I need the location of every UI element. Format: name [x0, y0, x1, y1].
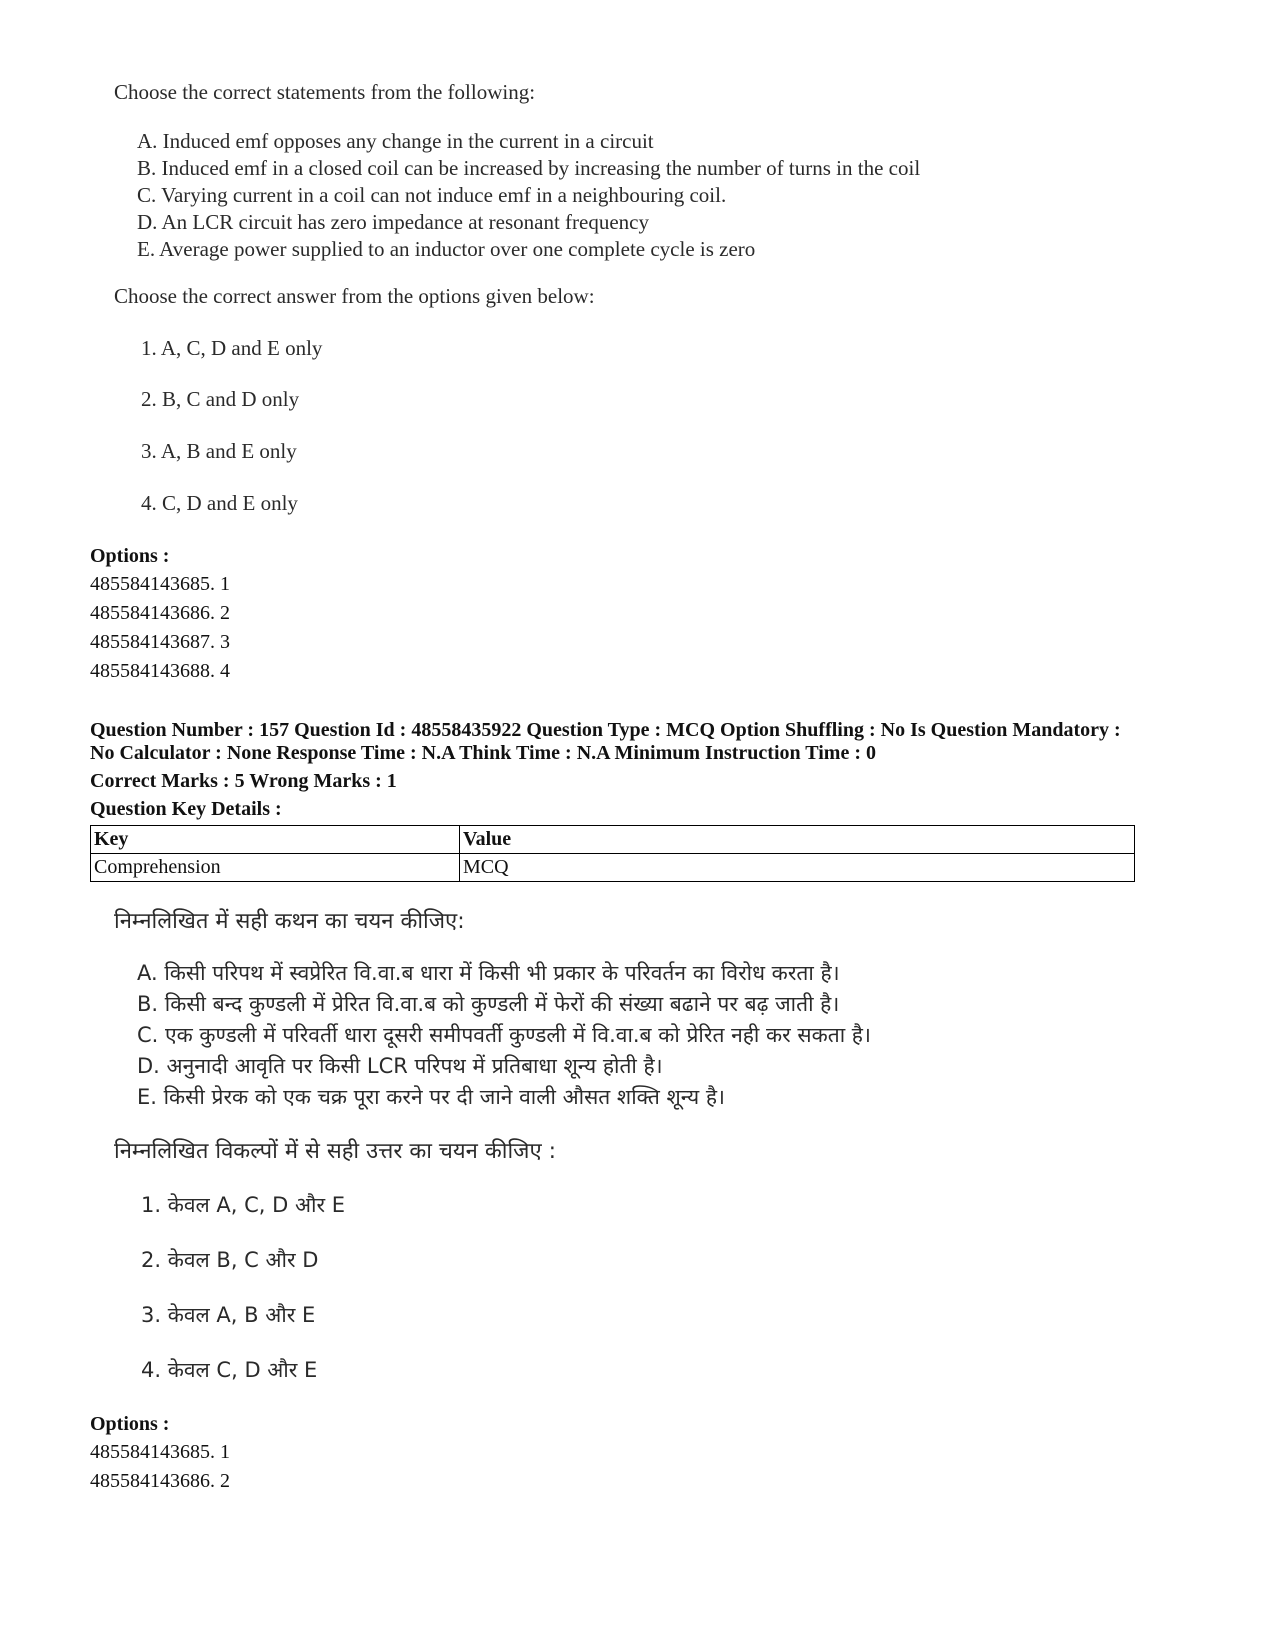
table-header-value: Value	[460, 826, 1135, 854]
option-item: 485584143687. 3	[90, 631, 230, 653]
question-meta-line-1: Question Number : 157 Question Id : 48558435922 Question Type : MCQ Option Shuffling : No Is Question Mandatory :	[90, 719, 1121, 741]
hindi-statement-b: B. किसी बन्द कुण्डली में प्रेरित वि.वा.ब को कुण्डली में फेरों की संख्या बढाने पर बढ़ जाती है।	[137, 992, 840, 1016]
hindi-statement-a: A. किसी परिपथ में स्वप्रेरित वि.वा.ब धारा में किसी भी प्रकार के परिवर्तन का विरोध करता है।	[137, 961, 840, 985]
options-heading: Options :	[90, 1413, 170, 1435]
hindi-answer-prompt: निम्नलिखित विकल्पों में से सही उत्तर का चयन कीजिए :	[114, 1139, 557, 1164]
english-statement-c: C. Varying current in a coil can not induce emf in a neighbouring coil.	[137, 183, 727, 207]
question-key-details-heading: Question Key Details :	[90, 798, 282, 820]
english-statement-list	[137, 128, 920, 263]
table-header-row	[91, 826, 1135, 854]
hindi-answer-3: 3. केवल A, B और E	[141, 1303, 316, 1327]
table-cell-key: Comprehension	[91, 854, 460, 882]
question-marks: Correct Marks : 5 Wrong Marks : 1	[90, 770, 397, 792]
question-meta-line-2: No Calculator : None Response Time : N.A Think Time : N.A Minimum Instruction Time : 0	[90, 742, 876, 764]
option-item: 485584143688. 4	[90, 660, 230, 682]
english-statement-b: B. Induced emf in a closed coil can be increased by increasing the number of turns in the coil	[137, 156, 921, 180]
english-answer-1: 1. A, C, D and E only	[141, 336, 323, 360]
english-statement-d: D. An LCR circuit has zero impedance at resonant frequency	[137, 210, 649, 234]
hindi-answer-4: 4. केवल C, D और E	[141, 1358, 318, 1382]
hindi-question-intro: निम्नलिखित में सही कथन का चयन कीजिए:	[114, 909, 465, 934]
options-list	[90, 570, 230, 686]
options-heading: Options :	[90, 545, 170, 567]
english-question-intro: Choose the correct statements from the following:	[114, 80, 536, 104]
option-item: 485584143685. 1	[90, 573, 230, 595]
english-statement-e: E. Average power supplied to an inductor over one complete cycle is zero	[137, 237, 756, 261]
table-header-key: Key	[91, 826, 460, 854]
english-answer-3: 3. A, B and E only	[141, 439, 297, 463]
english-answer-prompt: Choose the correct answer from the options given below:	[114, 284, 595, 308]
option-item: 485584143686. 2	[90, 602, 230, 624]
hindi-answer-1: 1. केवल A, C, D और E	[141, 1193, 346, 1217]
table-row	[91, 854, 1135, 882]
hindi-statement-d: D. अनुनादी आवृति पर किसी LCR परिपथ में प्रतिबाधा शून्य होती है।	[137, 1054, 663, 1078]
table-cell-value: MCQ	[460, 854, 1135, 882]
key-details-table	[90, 825, 1135, 882]
english-statement-a: A. Induced emf opposes any change in the current in a circuit	[137, 129, 654, 153]
hindi-answer-2: 2. केवल B, C और D	[141, 1248, 319, 1272]
option-item: 485584143686. 2	[90, 1470, 230, 1492]
option-item: 485584143685. 1	[90, 1441, 230, 1463]
english-answer-4: 4. C, D and E only	[141, 491, 298, 515]
options-list	[90, 1438, 230, 1496]
hindi-statement-c: C. एक कुण्डली में परिवर्ती धारा दूसरी समीपवर्ती कुण्डली में वि.वा.ब को प्रेरित नही कर सकता है।	[137, 1023, 871, 1047]
hindi-statement-list	[137, 958, 871, 1113]
hindi-statement-e: E. किसी प्रेरक को एक चक्र पूरा करने पर दी जाने वाली औसत शक्ति शून्य है।	[137, 1085, 725, 1109]
english-answer-2: 2. B, C and D only	[141, 387, 300, 411]
